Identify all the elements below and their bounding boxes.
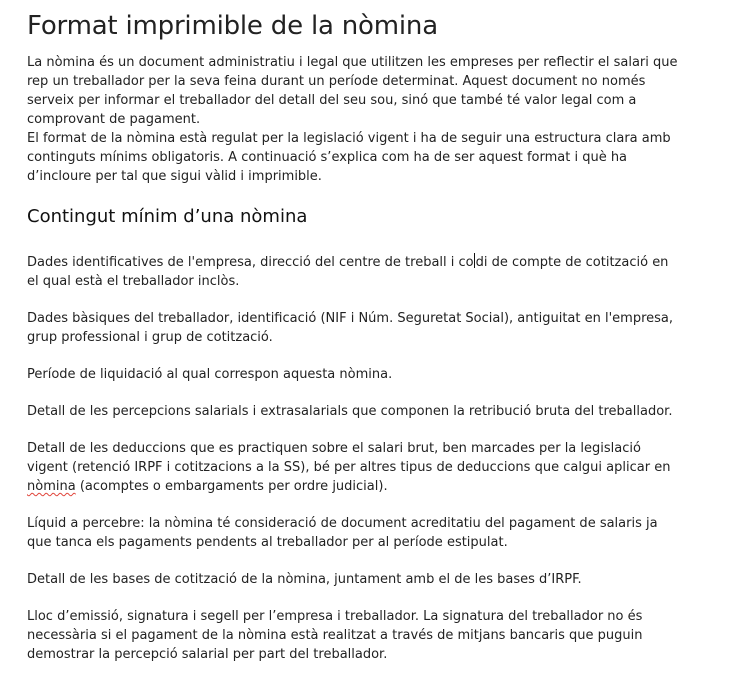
intro-paragraph-2: El format de la nòmina està regulat per la legislació vigent i ha de seguir una estructura clara amb continguts mínims obligatoris. A continuació s’explica com ha de ser aquest format i què ha d’incloure per tal que sigui vàlid i imprimible. [27,131,671,184]
intro-paragraph-1: La nòmina és un document administratiu i legal que utilitzen les empreses per reflectir el salari que rep un treballador per la seva feina durant un període determinat. Aquest document no només serveix per informar el treballador del detall del seu sou, sinó que també té valor legal com a comprovant de pagament. [27,55,678,127]
item-deductions-text-a: Detall de les deduccions que es practiquen sobre el salari brut, ben marcades per la legislació vigent (retenció IRPF i cotitzacions a la SS), bé per altres tipus de deduccions que calgui aplicar en [27,441,671,475]
item-deductions-text-b: (acomptes o embargaments per ordre judicial). [75,479,388,494]
item-contribution-bases: Detall de les bases de cotització de la nòmina, juntament amb el de les bases d’IRPF. [27,572,582,587]
spellcheck-flagged-word[interactable]: nòmina [27,479,76,494]
item-signature: Lloc d’emissió, signatura i segell per l’empresa i treballador. La signatura del treballador no és necessària si el pagament de la nòmina està realitzat a través de mitjans bancaris que puguin demostrar la percepció salarial per part del treballador. [27,609,643,662]
document-page[interactable] [27,0,707,682]
item-company-data-text-a: Dades identificatives de l'empresa, direcció del centre de treball i co [27,255,474,270]
section-heading: Contingut mínim d’una nòmina [27,206,308,227]
item-settlement-period: Període de liquidació al qual correspon aquesta nòmina. [27,367,393,382]
item-deductions [27,439,677,496]
item-salary-perceptions: Detall de les percepcions salarials i extrasalarials que componen la retribució bruta del treballador. [27,404,673,419]
item-worker-data: Dades bàsiques del treballador, identificació (NIF i Núm. Seguretat Social), antiguitat en l'empresa, grup professional i grup de cotització. [27,311,674,345]
item-company-data [27,253,677,291]
intro-block [27,53,687,186]
document-title: Format imprimible de la nòmina [27,11,438,41]
item-net-pay: Líquid a percebre: la nòmina té consideració de document acreditatiu del pagament de salaris ja que tanca els pagaments pendents al treballador per al període estipulat. [27,516,658,550]
content-items [27,253,677,664]
item-company-data-text-b: di de compte de cotització en el qual està el treballador inclòs. [27,255,669,289]
